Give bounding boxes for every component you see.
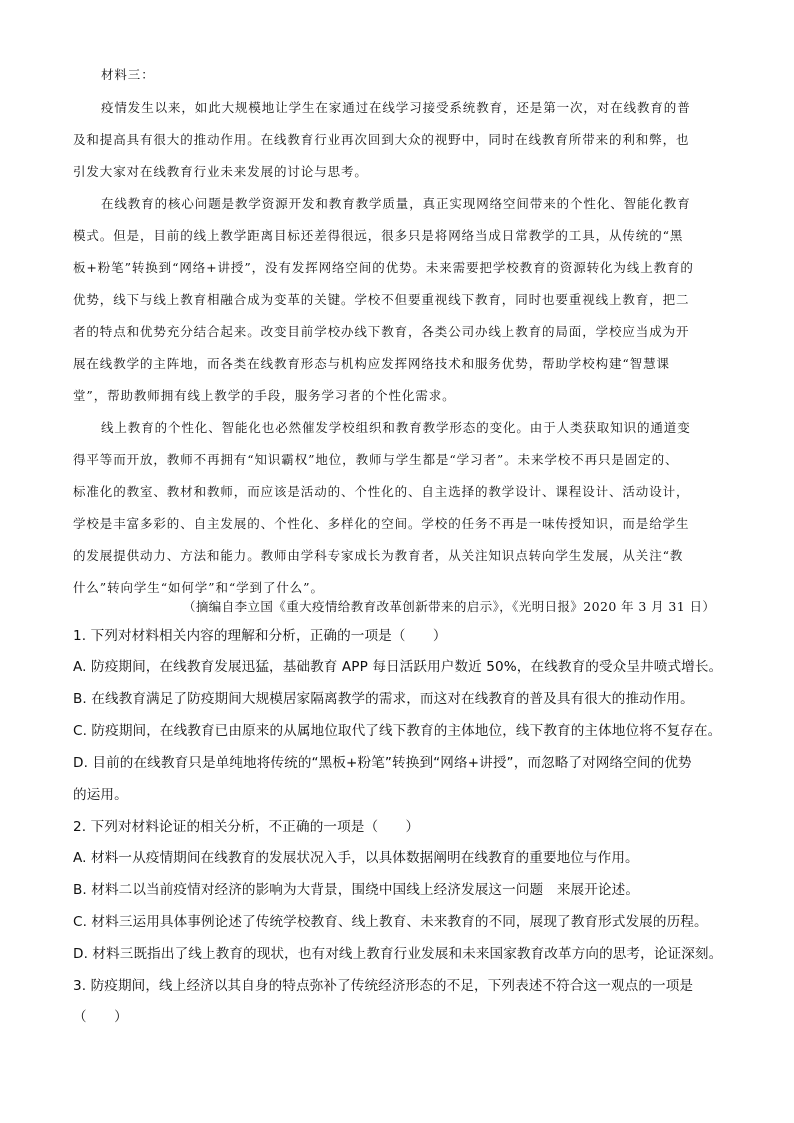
material-line: 标准化的教室、教材和教师，而应该是活动的、个性化的、自主选择的教学设计、课程设计、活动设计， <box>73 484 690 499</box>
question-option: A. 材料一从疫情期间在线教育的发展状况入手，以具体数据阐明在线教育的重要地位与作用。 <box>73 850 639 866</box>
material-source: （摘编自李立国《重大疫情给教育改革创新带来的启示》，《光明日报》2020 年 3 月 31 日） <box>183 599 716 614</box>
material-line: 什么”转向学生“如何学”和“学到了什么”。 <box>73 580 324 595</box>
material-line: 的发展提供动力、方法和能力。教师由学科专家成长为教育者，从关注知识点转向学生发展，从关注“教 <box>73 548 684 563</box>
material-line: 堂”，帮助教师拥有线上教学的手段，服务学习者的个性化需求。 <box>73 388 456 403</box>
material-line: 者的特点和优势充分结合起来。改变目前学校办线下教育，各类公司办线上教育的局面，学校应当成为开 <box>73 324 690 339</box>
material-line: 疫情发生以来，如此大规模地让学生在家通过在线学习接受系统教育，还是第一次，对在线教育的普 <box>101 100 691 115</box>
material-line: 在线教育的核心问题是教学资源开发和教育教学质量，真正实现网络空间带来的个性化、智能化教育 <box>101 196 691 211</box>
material-line: 学校是丰富多彩的、自主发展的、个性化、多样化的空间。学校的任务不再是一味传授知识，而是给学生 <box>73 516 690 531</box>
question-option: D. 目前的在线教育只是单纯地将传统的“黑板+粉笔”转换到“网络+讲授”，而忽略了对网络空间的优势 <box>73 755 692 771</box>
material-line: 线上教育的个性化、智能化也必然催发学校组织和教育教学形态的变化。由于人类获取知识的通道变 <box>101 420 691 435</box>
material-line: 展在线教学的主阵地，而各类在线教育形态与机构应发挥网络技术和服务优势，帮助学校构建“智慧课 <box>73 356 670 371</box>
question-stem: 2. 下列对材料论证的相关分析，不正确的一项是（ ） <box>73 819 420 835</box>
question-option: （ ） <box>73 1009 128 1025</box>
material-line: 得平等而开放，教师不再拥有“知识霸权”地位，教师与学生都是“学习者”。未来学校不再只是固定的、 <box>73 452 679 467</box>
material-heading: 材料三： <box>101 67 155 82</box>
material-line: 板+粉笔”转换到“网络+讲授”，没有发挥网络空间的优势。未来需要把学校教育的资源转化为线上教育的 <box>73 260 694 275</box>
material-line: 优势，线下与线上教育相融合成为变革的关键。学校不但要重视线下教育，同时也要重视线上教育，把二 <box>73 292 690 307</box>
material-line: 引发大家对在线教育行业未来发展的讨论与思考。 <box>73 164 368 179</box>
question-option: D. 材料三既指出了线上教育的现状，也有对线上教育行业发展和未来国家教育改革方向的思考，论证深刻。 <box>73 946 723 962</box>
question-option: C. 防疫期间，在线教育已由原来的从属地位取代了线下教育的主体地位，线下教育的主体地位将不复存在。 <box>73 723 722 739</box>
question-stem: 3. 防疫期间，线上经济以其自身的特点弥补了传统经济形态的不足，下列表述不符合这一观点的一项是 <box>73 978 694 994</box>
material-line: 模式。但是，目前的线上教学距离目标还差得很远，很多只是将网络当成日常教学的工具，从传统的“黑 <box>73 228 684 243</box>
question-option: B. 材料二以当前疫情对经济的影响为大背景，围绕中国线上经济发展这一问题 来展开论述。 <box>73 882 640 898</box>
question-option: B. 在线教育满足了防疫期间大规模居家隔离教学的需求，而这对在线教育的普及具有很大的推动作用。 <box>73 691 694 707</box>
question-stem: 1. 下列对材料相关内容的理解和分析，正确的一项是（ ） <box>73 628 447 644</box>
question-option: A. 防疫期间，在线教育发展迅猛，基础教育 APP 每日活跃用户数近 50%，在线教育的受众呈井喷式增长。 <box>73 659 723 675</box>
question-option: C. 材料三运用具体事例论述了传统学校教育、线上教育、未来教育的不同，展现了教育形式发展的历程。 <box>73 914 708 930</box>
question-option: 的运用。 <box>73 787 128 803</box>
material-line: 及和提高具有很大的推动作用。在线教育行业再次回到大众的视野中，同时在线教育所带来的利和弊，也 <box>73 132 690 147</box>
